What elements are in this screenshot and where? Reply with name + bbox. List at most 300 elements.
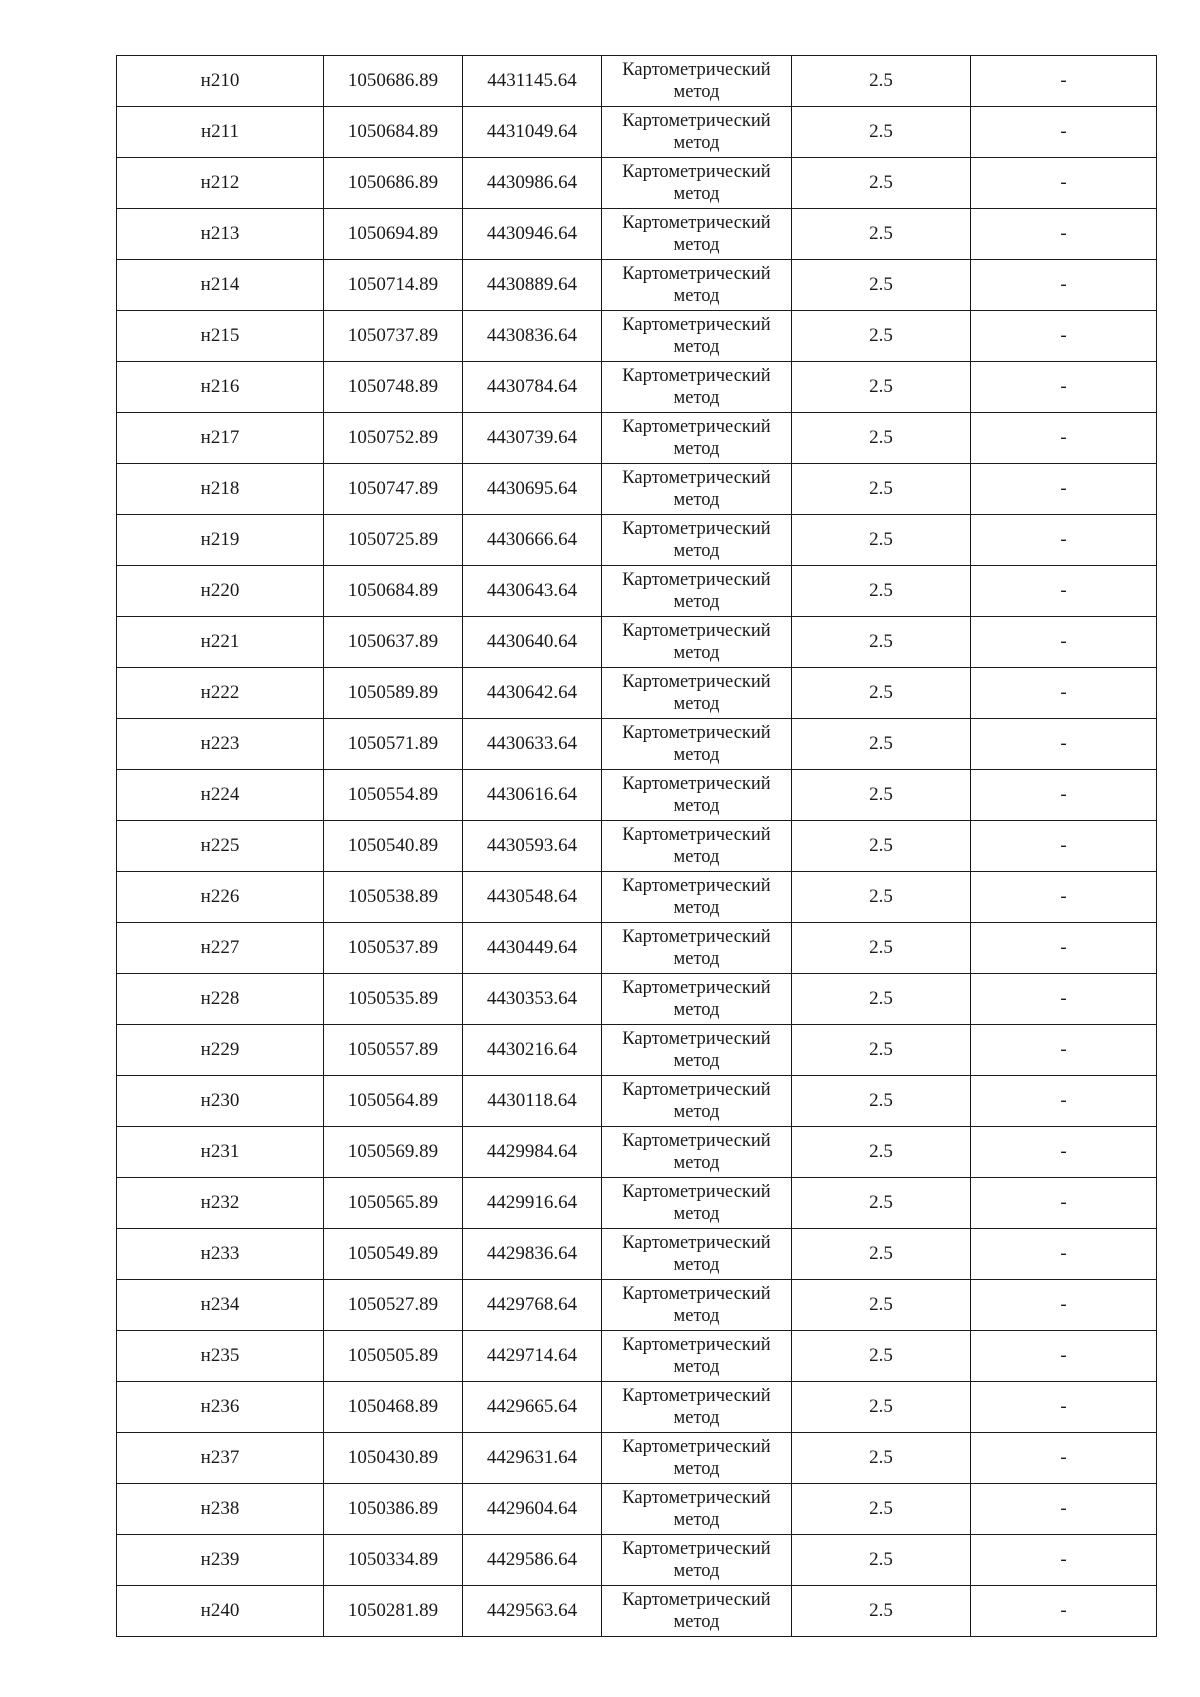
point-name-cell: [117, 158, 324, 209]
x-coordinate-cell: [324, 107, 463, 158]
note-cell: [971, 1025, 1157, 1076]
y-coordinate-cell: [463, 260, 602, 311]
accuracy-cell: [792, 974, 971, 1025]
accuracy-cell-text: 2.5: [869, 325, 893, 346]
note-cell-text: -: [1060, 886, 1067, 907]
y-coordinate-cell-text: 4429563.64: [486, 1600, 578, 1621]
point-name-cell-text: н229: [200, 1039, 240, 1060]
note-cell: [971, 770, 1157, 821]
accuracy-cell: [792, 668, 971, 719]
method-cell: [602, 260, 792, 311]
x-coordinate-cell-text: 1050535.89: [347, 988, 439, 1009]
y-coordinate-cell: [463, 1535, 602, 1586]
point-name-cell-text: н236: [200, 1396, 240, 1417]
table-row: [117, 260, 1157, 311]
x-coordinate-cell-text: 1050527.89: [347, 1294, 439, 1315]
table-row: [117, 1382, 1157, 1433]
x-coordinate-cell-text: 1050540.89: [347, 835, 439, 856]
accuracy-cell-text: 2.5: [869, 682, 893, 703]
x-coordinate-cell: [324, 515, 463, 566]
y-coordinate-cell-text: 4430739.64: [486, 427, 578, 448]
accuracy-cell: [792, 1025, 971, 1076]
point-name-cell-text: н215: [200, 325, 240, 346]
method-cell: [602, 617, 792, 668]
point-name-cell-text: н235: [200, 1345, 240, 1366]
y-coordinate-cell: [463, 872, 602, 923]
x-coordinate-cell-text: 1050747.89: [347, 478, 439, 499]
method-cell-text: Картометрический метод: [622, 1488, 771, 1530]
accuracy-cell-text: 2.5: [869, 1396, 893, 1417]
method-cell-text: Картометрический метод: [622, 723, 771, 765]
x-coordinate-cell: [324, 821, 463, 872]
note-cell: [971, 719, 1157, 770]
point-name-cell-text: н210: [200, 70, 240, 91]
accuracy-cell-text: 2.5: [869, 1498, 893, 1519]
accuracy-cell: [792, 1178, 971, 1229]
y-coordinate-cell: [463, 464, 602, 515]
note-cell-text: -: [1060, 1498, 1067, 1519]
table-row: [117, 770, 1157, 821]
y-coordinate-cell: [463, 668, 602, 719]
point-name-cell: [117, 107, 324, 158]
method-cell-text: Картометрический метод: [622, 213, 771, 255]
y-coordinate-cell-text: 4429631.64: [486, 1447, 578, 1468]
point-name-cell: [117, 1076, 324, 1127]
accuracy-cell: [792, 311, 971, 362]
x-coordinate-cell: [324, 566, 463, 617]
accuracy-cell: [792, 515, 971, 566]
y-coordinate-cell: [463, 821, 602, 872]
x-coordinate-cell: [324, 668, 463, 719]
y-coordinate-cell-text: 4429665.64: [486, 1396, 578, 1417]
table-row: [117, 158, 1157, 209]
method-cell: [602, 1076, 792, 1127]
x-coordinate-cell: [324, 923, 463, 974]
method-cell-text: Картометрический метод: [622, 1539, 771, 1581]
y-coordinate-cell-text: 4430118.64: [487, 1090, 577, 1111]
x-coordinate-cell-text: 1050468.89: [347, 1396, 439, 1417]
note-cell: [971, 1280, 1157, 1331]
method-cell-text: Картометрический метод: [622, 366, 771, 408]
x-coordinate-cell: [324, 311, 463, 362]
method-cell: [602, 1382, 792, 1433]
table-row: [117, 974, 1157, 1025]
note-cell: [971, 1382, 1157, 1433]
coordinates-table: [116, 55, 1157, 1637]
x-coordinate-cell: [324, 1025, 463, 1076]
y-coordinate-cell: [463, 1331, 602, 1382]
point-name-cell-text: н220: [200, 580, 240, 601]
x-coordinate-cell: [324, 1127, 463, 1178]
note-cell: [971, 260, 1157, 311]
table-row: [117, 1229, 1157, 1280]
note-cell: [971, 923, 1157, 974]
point-name-cell: [117, 1331, 324, 1382]
accuracy-cell-text: 2.5: [869, 427, 893, 448]
accuracy-cell: [792, 770, 971, 821]
method-cell-text: Картометрический метод: [622, 621, 771, 663]
note-cell-text: -: [1060, 172, 1067, 193]
x-coordinate-cell-text: 1050694.89: [347, 223, 439, 244]
method-cell-text: Картометрический метод: [622, 111, 771, 153]
note-cell: [971, 158, 1157, 209]
accuracy-cell: [792, 1586, 971, 1637]
accuracy-cell-text: 2.5: [869, 1549, 893, 1570]
y-coordinate-cell-text: 4430353.64: [486, 988, 578, 1009]
point-name-cell: [117, 668, 324, 719]
note-cell-text: -: [1060, 1141, 1067, 1162]
method-cell: [602, 1331, 792, 1382]
note-cell-text: -: [1060, 529, 1067, 550]
accuracy-cell-text: 2.5: [869, 1039, 893, 1060]
table-row: [117, 107, 1157, 158]
point-name-cell: [117, 311, 324, 362]
y-coordinate-cell-text: 4429768.64: [486, 1294, 578, 1315]
point-name-cell: [117, 566, 324, 617]
note-cell-text: -: [1060, 1090, 1067, 1111]
note-cell: [971, 1331, 1157, 1382]
y-coordinate-cell: [463, 1127, 602, 1178]
y-coordinate-cell-text: 4429984.64: [486, 1141, 578, 1162]
point-name-cell: [117, 260, 324, 311]
method-cell-text: Картометрический метод: [622, 1131, 771, 1173]
y-coordinate-cell-text: 4430616.64: [486, 784, 578, 805]
x-coordinate-cell: [324, 1484, 463, 1535]
method-cell: [602, 311, 792, 362]
accuracy-cell: [792, 362, 971, 413]
y-coordinate-cell-text: 4429714.64: [486, 1345, 578, 1366]
y-coordinate-cell-text: 4430642.64: [486, 682, 578, 703]
point-name-cell: [117, 1382, 324, 1433]
x-coordinate-cell: [324, 1229, 463, 1280]
point-name-cell-text: н216: [200, 376, 240, 397]
note-cell-text: -: [1060, 733, 1067, 754]
method-cell: [602, 1484, 792, 1535]
point-name-cell: [117, 1535, 324, 1586]
note-cell-text: -: [1060, 478, 1067, 499]
x-coordinate-cell-text: 1050571.89: [347, 733, 439, 754]
method-cell: [602, 1025, 792, 1076]
y-coordinate-cell: [463, 1382, 602, 1433]
accuracy-cell: [792, 56, 971, 107]
method-cell-text: Картометрический метод: [622, 1335, 771, 1377]
x-coordinate-cell: [324, 464, 463, 515]
method-cell-text: Картометрический метод: [622, 876, 771, 918]
y-coordinate-cell: [463, 1484, 602, 1535]
x-coordinate-cell: [324, 158, 463, 209]
point-name-cell-text: н237: [200, 1447, 240, 1468]
note-cell-text: -: [1060, 223, 1067, 244]
point-name-cell: [117, 770, 324, 821]
note-cell: [971, 1076, 1157, 1127]
method-cell: [602, 923, 792, 974]
method-cell: [602, 1127, 792, 1178]
point-name-cell-text: н230: [200, 1090, 240, 1111]
y-coordinate-cell: [463, 1076, 602, 1127]
table-row: [117, 56, 1157, 107]
note-cell-text: -: [1060, 70, 1067, 91]
table-row: [117, 362, 1157, 413]
point-name-cell: [117, 974, 324, 1025]
accuracy-cell: [792, 209, 971, 260]
table-row: [117, 668, 1157, 719]
method-cell-text: Картометрический метод: [622, 264, 771, 306]
point-name-cell-text: н226: [200, 886, 240, 907]
x-coordinate-cell-text: 1050557.89: [347, 1039, 439, 1060]
x-coordinate-cell: [324, 719, 463, 770]
x-coordinate-cell: [324, 1280, 463, 1331]
accuracy-cell-text: 2.5: [869, 172, 893, 193]
y-coordinate-cell: [463, 362, 602, 413]
method-cell: [602, 1433, 792, 1484]
method-cell-text: Картометрический метод: [622, 1233, 771, 1275]
y-coordinate-cell: [463, 209, 602, 260]
x-coordinate-cell-text: 1050386.89: [347, 1498, 439, 1519]
y-coordinate-cell-text: 4430666.64: [486, 529, 578, 550]
method-cell: [602, 974, 792, 1025]
y-coordinate-cell: [463, 515, 602, 566]
y-coordinate-cell-text: 4430784.64: [486, 376, 578, 397]
point-name-cell-text: н214: [200, 274, 240, 295]
accuracy-cell: [792, 1484, 971, 1535]
accuracy-cell-text: 2.5: [869, 70, 893, 91]
x-coordinate-cell: [324, 617, 463, 668]
method-cell-text: Картометрический метод: [622, 1080, 771, 1122]
x-coordinate-cell: [324, 872, 463, 923]
x-coordinate-cell-text: 1050684.89: [347, 580, 439, 601]
point-name-cell: [117, 362, 324, 413]
y-coordinate-cell: [463, 107, 602, 158]
method-cell-text: Картометрический метод: [622, 315, 771, 357]
table-row: [117, 1127, 1157, 1178]
accuracy-cell: [792, 1229, 971, 1280]
accuracy-cell: [792, 107, 971, 158]
accuracy-cell: [792, 719, 971, 770]
note-cell: [971, 668, 1157, 719]
method-cell-text: Картометрический метод: [622, 1029, 771, 1071]
note-cell: [971, 362, 1157, 413]
point-name-cell-text: н219: [200, 529, 240, 550]
note-cell: [971, 1433, 1157, 1484]
table-row: [117, 1178, 1157, 1229]
point-name-cell-text: н234: [200, 1294, 240, 1315]
table-row: [117, 413, 1157, 464]
method-cell: [602, 158, 792, 209]
accuracy-cell: [792, 923, 971, 974]
method-cell-text: Картометрический метод: [622, 162, 771, 204]
x-coordinate-cell-text: 1050737.89: [347, 325, 439, 346]
point-name-cell-text: н217: [200, 427, 240, 448]
table-row: [117, 1586, 1157, 1637]
note-cell-text: -: [1060, 1294, 1067, 1315]
y-coordinate-cell-text: 4430593.64: [486, 835, 578, 856]
y-coordinate-cell: [463, 1586, 602, 1637]
accuracy-cell-text: 2.5: [869, 1243, 893, 1264]
accuracy-cell: [792, 872, 971, 923]
point-name-cell-text: н228: [200, 988, 240, 1009]
note-cell: [971, 1229, 1157, 1280]
accuracy-cell-text: 2.5: [869, 937, 893, 958]
point-name-cell: [117, 719, 324, 770]
accuracy-cell: [792, 260, 971, 311]
accuracy-cell-text: 2.5: [869, 580, 893, 601]
method-cell-text: Картометрический метод: [622, 1284, 771, 1326]
y-coordinate-cell-text: 4430986.64: [486, 172, 578, 193]
y-coordinate-cell-text: 4429604.64: [486, 1498, 578, 1519]
method-cell-text: Картометрический метод: [622, 1590, 771, 1632]
y-coordinate-cell: [463, 566, 602, 617]
x-coordinate-cell: [324, 413, 463, 464]
table-row: [117, 464, 1157, 515]
y-coordinate-cell-text: 4430449.64: [486, 937, 578, 958]
y-coordinate-cell: [463, 719, 602, 770]
x-coordinate-cell-text: 1050684.89: [347, 121, 439, 142]
note-cell: [971, 1178, 1157, 1229]
x-coordinate-cell-text: 1050564.89: [347, 1090, 439, 1111]
accuracy-cell-text: 2.5: [869, 1294, 893, 1315]
note-cell-text: -: [1060, 682, 1067, 703]
method-cell: [602, 821, 792, 872]
x-coordinate-cell-text: 1050725.89: [347, 529, 439, 550]
note-cell-text: -: [1060, 988, 1067, 1009]
method-cell: [602, 464, 792, 515]
point-name-cell-text: н213: [200, 223, 240, 244]
point-name-cell: [117, 1127, 324, 1178]
y-coordinate-cell-text: 4431145.64: [487, 70, 577, 91]
y-coordinate-cell: [463, 974, 602, 1025]
method-cell: [602, 1535, 792, 1586]
y-coordinate-cell-text: 4431049.64: [486, 121, 578, 142]
table-row: [117, 1076, 1157, 1127]
y-coordinate-cell-text: 4430695.64: [486, 478, 578, 499]
note-cell: [971, 1127, 1157, 1178]
note-cell-text: -: [1060, 784, 1067, 805]
y-coordinate-cell: [463, 1280, 602, 1331]
x-coordinate-cell-text: 1050505.89: [347, 1345, 439, 1366]
note-cell-text: -: [1060, 937, 1067, 958]
y-coordinate-cell: [463, 158, 602, 209]
table-row: [117, 617, 1157, 668]
method-cell: [602, 1586, 792, 1637]
note-cell-text: -: [1060, 427, 1067, 448]
x-coordinate-cell: [324, 362, 463, 413]
y-coordinate-cell-text: 4430633.64: [486, 733, 578, 754]
x-coordinate-cell-text: 1050554.89: [347, 784, 439, 805]
method-cell-text: Картометрический метод: [622, 519, 771, 561]
note-cell-text: -: [1060, 1039, 1067, 1060]
table-row: [117, 1331, 1157, 1382]
x-coordinate-cell: [324, 1076, 463, 1127]
table-row: [117, 821, 1157, 872]
accuracy-cell-text: 2.5: [869, 835, 893, 856]
x-coordinate-cell: [324, 974, 463, 1025]
x-coordinate-cell-text: 1050430.89: [347, 1447, 439, 1468]
note-cell: [971, 974, 1157, 1025]
note-cell: [971, 413, 1157, 464]
note-cell-text: -: [1060, 1243, 1067, 1264]
x-coordinate-cell-text: 1050549.89: [347, 1243, 439, 1264]
y-coordinate-cell: [463, 1229, 602, 1280]
table-row: [117, 1535, 1157, 1586]
y-coordinate-cell-text: 4430836.64: [486, 325, 578, 346]
method-cell-text: Картометрический метод: [622, 825, 771, 867]
note-cell-text: -: [1060, 580, 1067, 601]
y-coordinate-cell-text: 4430640.64: [486, 631, 578, 652]
accuracy-cell-text: 2.5: [869, 733, 893, 754]
note-cell-text: -: [1060, 376, 1067, 397]
point-name-cell: [117, 1484, 324, 1535]
method-cell-text: Картометрический метод: [622, 927, 771, 969]
accuracy-cell: [792, 1127, 971, 1178]
y-coordinate-cell: [463, 617, 602, 668]
method-cell: [602, 566, 792, 617]
table-row: [117, 1433, 1157, 1484]
method-cell: [602, 107, 792, 158]
accuracy-cell-text: 2.5: [869, 223, 893, 244]
note-cell-text: -: [1060, 631, 1067, 652]
method-cell-text: Картометрический метод: [622, 774, 771, 816]
note-cell: [971, 1586, 1157, 1637]
point-name-cell-text: н222: [200, 682, 240, 703]
point-name-cell-text: н211: [201, 121, 239, 142]
note-cell-text: -: [1060, 1600, 1067, 1621]
y-coordinate-cell: [463, 1025, 602, 1076]
table-row: [117, 923, 1157, 974]
table-row: [117, 1484, 1157, 1535]
accuracy-cell-text: 2.5: [869, 784, 893, 805]
point-name-cell: [117, 617, 324, 668]
accuracy-cell: [792, 1382, 971, 1433]
x-coordinate-cell-text: 1050538.89: [347, 886, 439, 907]
point-name-cell: [117, 1178, 324, 1229]
table-row: [117, 719, 1157, 770]
note-cell-text: -: [1060, 274, 1067, 295]
point-name-cell: [117, 1280, 324, 1331]
point-name-cell-text: н239: [200, 1549, 240, 1570]
method-cell: [602, 362, 792, 413]
point-name-cell-text: н212: [200, 172, 240, 193]
method-cell-text: Картометрический метод: [622, 1437, 771, 1479]
y-coordinate-cell-text: 4430889.64: [486, 274, 578, 295]
x-coordinate-cell-text: 1050748.89: [347, 376, 439, 397]
y-coordinate-cell: [463, 311, 602, 362]
table-row: [117, 1280, 1157, 1331]
note-cell: [971, 1535, 1157, 1586]
accuracy-cell-text: 2.5: [869, 988, 893, 1009]
x-coordinate-cell: [324, 56, 463, 107]
point-name-cell-text: н240: [200, 1600, 240, 1621]
x-coordinate-cell-text: 1050537.89: [347, 937, 439, 958]
point-name-cell-text: н223: [200, 733, 240, 754]
x-coordinate-cell-text: 1050637.89: [347, 631, 439, 652]
point-name-cell-text: н221: [200, 631, 240, 652]
table-row: [117, 566, 1157, 617]
method-cell-text: Картометрический метод: [622, 417, 771, 459]
method-cell: [602, 872, 792, 923]
method-cell-text: Картометрический метод: [622, 978, 771, 1020]
accuracy-cell-text: 2.5: [869, 1447, 893, 1468]
accuracy-cell-text: 2.5: [869, 478, 893, 499]
table-row: [117, 1025, 1157, 1076]
accuracy-cell-text: 2.5: [869, 121, 893, 142]
accuracy-cell-text: 2.5: [869, 1600, 893, 1621]
accuracy-cell: [792, 1433, 971, 1484]
note-cell: [971, 209, 1157, 260]
note-cell-text: -: [1060, 325, 1067, 346]
y-coordinate-cell-text: 4430216.64: [486, 1039, 578, 1060]
method-cell: [602, 209, 792, 260]
accuracy-cell-text: 2.5: [869, 529, 893, 550]
